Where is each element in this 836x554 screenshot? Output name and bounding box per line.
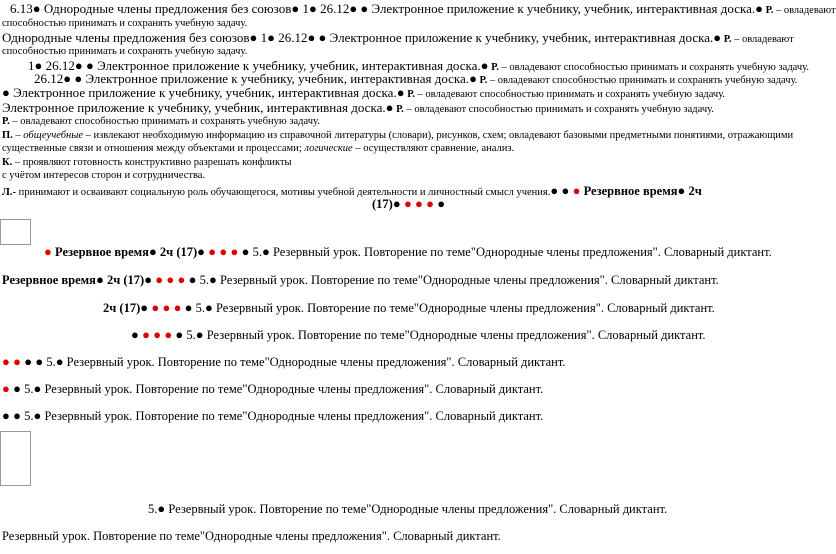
bullet-icon: ● [238,244,250,259]
hours-count: 1 [28,58,35,73]
bullet-icon: ● [197,244,209,259]
lesson-number: 5. [192,301,206,315]
skill-text: – овладевают [731,34,794,45]
bullet-icon: ● [32,1,41,16]
skill-text: – овладевают способностью принимать и сохранять учебную задачу. [414,89,726,100]
lesson-number: 5. [43,355,56,369]
bullet-icon: ● [261,244,270,259]
lesson-text: Резервный урок. Повторение по теме"Однородные члены предложения". Словарный диктант. [269,245,772,259]
text-line-1 [10,2,836,17]
lesson-date: 26.12 [316,1,350,16]
resources-text: Электронное приложение к учебнику, учебник, интерактивная доска. [93,58,481,73]
reserve-row-2 [2,273,719,288]
reserve-row-4 [131,328,706,343]
skill-label: Р. [721,34,732,45]
hours-total: (17) [372,197,393,211]
skill-text: способностью принимать и сохранять учебную задачу. [2,46,248,57]
bullet-icon: ● [469,71,477,86]
lesson-number: 5. [148,502,158,516]
lesson-text: Резервный урок. Повторение по теме"Однородные члены предложения". Словарный диктант. [41,382,544,396]
skill-text: – [12,130,24,141]
skill-label: Л.- [2,187,16,198]
lesson-text: Резервный урок. Повторение по теме"Однородные члены предложения". Словарный диктант. [212,301,715,315]
skill-label: К. [2,157,13,168]
bullet-icon: ● [396,85,405,100]
bullet-icon: ● [33,408,42,423]
bullet-icon: ● [208,272,217,287]
skill-label: Р. [488,62,499,73]
skill-subtype: логические [304,143,353,154]
bullet-icon: ● [185,272,197,287]
bullet-icon: ● [205,300,213,315]
lesson-topic: Однородные члены предложения без союзов [40,1,292,16]
lesson-number: 5. [20,382,34,396]
text-line-13 [2,170,205,182]
skill-text: – овладевают способностью принимать и сохранять учебную задачу. [487,75,798,86]
reserve-time-label: Резервное время [580,184,678,198]
lesson-number: 5. [183,328,196,342]
bullet-icon: ● [572,183,581,198]
lesson-text: Резервный урок. Повторение по теме"Однородные члены предложения". Словарный диктант. [63,355,566,369]
bullet-icon: ● [291,1,300,16]
lesson-text: Резервный урок. Повторение по теме"Однородные члены предложения". Словарный диктант. [203,328,706,342]
lesson-text: Резервный урок. Повторение по теме"Однородные члены предложения". Словарный диктант. [165,502,668,516]
skill-text: – извлекают необходимую информацию из справочной литературы (словари), рисунков, схем; овладевают базовыми предметными понятиями, отражающими [83,130,794,141]
bullet-icon: ● ● ● [208,244,239,259]
bullet-icon: ● ● ● [151,300,182,315]
lesson-date: 26.12 [34,71,64,86]
skill-label: Р. [762,5,774,16]
lesson-text: Резервный урок. Повторение по теме"Однородные члены предложения". Словарный диктант. [2,529,501,543]
bullet-icon: ● [172,327,184,342]
skill-text: – осуществляют сравнение, анализ. [352,143,515,154]
hours-count: 2ч (17) [103,273,145,287]
skill-subtype: общеучебные [23,130,83,141]
hours-count: 2ч (17) [156,245,198,259]
bullet-icon: ● ● [349,1,369,16]
bullet-icon: ● [157,501,166,516]
lesson-text: Резервный урок. Повторение по теме"Однородные члены предложения". Словарный диктант. [41,409,544,423]
reserve-time-label: Резервное время [2,273,96,287]
bullet-icon: ● [385,100,394,115]
bullet-icon: ● [144,272,156,287]
text-line-14 [2,184,702,199]
skill-text: – овладевают способностью принимать и сохранять учебную задачу. [403,104,714,115]
lesson-number: 5. [20,409,34,423]
bullet-icon: ● [677,183,686,198]
lesson-date: 26.12 [274,30,308,45]
reserve-row-3 [103,301,715,316]
text-line-2 [2,18,247,30]
resources-text: Электронное приложение к учебнику, учебник, интерактивная доска. [82,71,470,86]
skill-label: Р. [476,75,488,86]
bullet-icon: ● ● [63,71,83,86]
skill-text: – овладевают способностью принимать и сохранять учебную задачу. [498,62,810,73]
bullet-icon: ● [267,30,275,45]
bullet-icon: ● ● ● [155,272,186,287]
table-cell-box [0,431,31,486]
bullet-icon: ● [755,1,763,16]
bullet-icon: ● [713,30,722,45]
reserve-row-1 [44,245,772,260]
resources-text: Электронное приложение к учебнику, учебник, интерактивная доска. [368,1,756,16]
bullet-icon: ● [2,381,10,396]
text-line-4 [2,46,247,58]
bullet-icon: ● [55,354,64,369]
skill-label: П. [2,130,13,141]
bullet-icon: ● [434,196,446,211]
bullet-icon: ● [9,381,21,396]
reserve-time-label: Резервное время [51,245,149,259]
text-line-7 [2,86,725,101]
text-line-9 [2,116,320,128]
bullet-icon: ● [44,244,52,259]
lesson-number: 5. [249,245,262,259]
reserve-row-9 [2,530,501,544]
bullet-icon: ● [195,327,204,342]
text-line-3 [2,31,794,46]
bullet-icon: ● ● [550,183,573,198]
hours-count: 2ч (17) [103,301,141,315]
lesson-topic: Однородные члены предложения без союзов [2,30,250,45]
bullet-icon: ● [249,30,258,45]
lesson-date: 26.12 [42,58,75,73]
bullet-icon: ● [131,327,143,342]
text-line-10 [2,130,793,142]
text-line-11 [2,143,514,155]
skill-text: – овладевают способностью принимать и сохранять учебную задачу. [9,116,320,127]
bullet-icon: ● ● ● [142,327,173,342]
bullet-icon: ● ● [307,30,327,45]
skill-text: принимают и осваивают социальную роль обучающегося, мотивы учебной деятельности и личностный смысл учения. [15,187,551,198]
text-line-8 [2,101,714,116]
bullet-icon: ● [480,58,489,73]
skill-text: существенные связи и отношения между объектами и процессами; [2,143,305,154]
reserve-row-8 [148,502,667,517]
bullet-icon: ● [33,381,42,396]
hours-count: 1 [299,1,309,16]
bullet-icon: ● [34,58,43,73]
bullet-icon: ● [148,244,157,259]
skill-label: Р. [404,89,415,100]
lesson-number: 5. [196,273,209,287]
resources-text: Электронное приложение к учебнику, учебник, интерактивная доска. [326,30,714,45]
bullet-icon: ● [308,1,317,16]
hours-count: 1 [257,30,268,45]
hours-count: 2ч [685,184,702,198]
table-cell-box [0,219,31,245]
reserve-row-7 [2,409,543,424]
bullet-icon: ● ● [2,354,21,369]
bullet-icon: ● [181,300,193,315]
skill-label: Р. [2,116,10,127]
bullet-icon: ● [140,300,152,315]
skill-text: – проявляют готовность конструктивно разрешать конфликты [12,157,292,168]
skill-label: Р. [393,104,404,115]
lesson-text: Резервный урок. Повторение по теме"Однородные члены предложения". Словарный диктант. [216,273,719,287]
text-line-15 [372,197,445,212]
skill-text: – овладевают [773,5,836,16]
bullet-icon: ● ● [2,408,21,423]
bullet-icon: ● ● [20,354,44,369]
bullet-icon: ● ● ● [403,196,434,211]
bullet-icon: ● ● [74,58,94,73]
resources-text: Электронное приложение к учебнику, учебник, интерактивная доска. [9,85,397,100]
resources-text: Электронное приложение к учебнику, учебник, интерактивная доска. [2,100,386,115]
bullet-icon: ● [2,85,10,100]
lesson-number: 6.13 [10,1,33,16]
bullet-icon: ● [392,196,404,211]
reserve-row-5 [2,355,565,370]
reserve-row-6 [2,382,543,397]
skill-text: с учётом интересов сторон и сотрудничества. [2,170,206,181]
text-line-12 [2,157,292,169]
bullet-icon: ● [95,272,104,287]
skill-text: способностью принимать и сохранять учебную задачу. [2,18,248,29]
